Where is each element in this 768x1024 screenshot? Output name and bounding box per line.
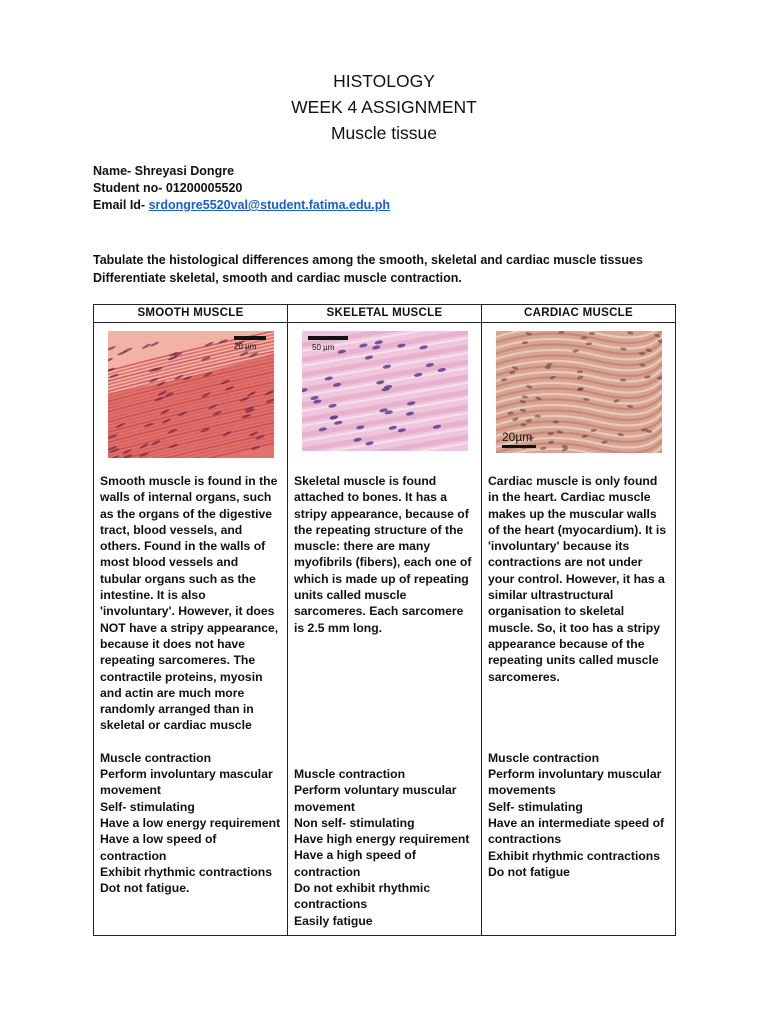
list-item: Have a low speed of contraction bbox=[100, 832, 217, 863]
list-item: Exhibit rhythmic contractions bbox=[488, 848, 661, 863]
student-info bbox=[93, 163, 390, 214]
list-item: Exhibit rhythmic contractions bbox=[100, 864, 273, 879]
table-header-row bbox=[94, 305, 676, 323]
task-line-1: Tabulate the histological differences among the smooth, skeletal and cardiac muscle tissues bbox=[93, 253, 643, 267]
scale-label: 50 µm bbox=[311, 343, 334, 352]
task-line-2: Differentiate skeletal, smooth and cardiac muscle contraction. bbox=[93, 271, 462, 285]
skeletal-muscle-micrograph bbox=[302, 331, 468, 458]
list-item: Dot not fatigue. bbox=[100, 881, 190, 896]
list-item: Have a low energy requirement bbox=[100, 815, 281, 830]
list-item: Do not exhibit rhythmic contractions bbox=[294, 881, 431, 912]
column-heading-smooth: SMOOTH MUSCLE bbox=[94, 305, 288, 323]
list-item: Self- stimulating bbox=[100, 799, 195, 814]
smooth-muscle-micrograph bbox=[108, 331, 274, 458]
student-email-line bbox=[93, 197, 390, 214]
list-item: Perform involuntary mascular movement bbox=[100, 767, 273, 798]
list-item: Muscle contraction bbox=[100, 750, 212, 765]
skeletal-muscle-description: Skeletal muscle is found attached to bones. It has a stripy appearance, because of the repeating structure of the muscle: there are many myofibrils (fibers), each one of which is made up of repeating units called muscle sarcomeres. Each sarcomere is 2.5 mm long. bbox=[294, 474, 472, 635]
list-item: Muscle contraction bbox=[488, 750, 600, 765]
list-item: Perform involuntary muscular movements bbox=[488, 767, 662, 798]
cardiac-muscle-cell bbox=[482, 323, 676, 936]
list-item: Have an intermediate speed of contractions bbox=[488, 816, 665, 847]
email-label: Email Id- bbox=[93, 198, 149, 212]
list-item: Non self- stimulating bbox=[294, 815, 415, 830]
table-body-row bbox=[94, 323, 676, 936]
column-heading-skeletal: SKELETAL MUSCLE bbox=[288, 305, 482, 323]
document-topic: Muscle tissue bbox=[330, 123, 437, 143]
list-item: Have a high speed of contraction bbox=[294, 848, 416, 879]
list-item: Easily fatigue bbox=[294, 913, 373, 928]
student-number: Student no- 01200005520 bbox=[93, 181, 243, 195]
list-item: Perform voluntary muscular movement bbox=[294, 783, 457, 814]
muscle-comparison-table bbox=[93, 304, 676, 936]
cardiac-muscle-micrograph bbox=[496, 331, 662, 458]
assignment-task bbox=[93, 251, 643, 287]
scale-bar bbox=[502, 445, 536, 448]
smooth-muscle-cell bbox=[94, 323, 288, 936]
list-item: Have high energy requirement bbox=[294, 832, 470, 847]
list-item: Muscle contraction bbox=[294, 766, 406, 781]
cardiac-muscle-contraction-list bbox=[488, 750, 669, 880]
list-item: Do not fatigue bbox=[488, 864, 570, 879]
document-title: HISTOLOGY bbox=[333, 71, 435, 91]
scale-bar bbox=[308, 336, 348, 340]
skeletal-muscle-cell bbox=[288, 323, 482, 936]
column-heading-cardiac: CARDIAC MUSCLE bbox=[482, 305, 676, 323]
email-link[interactable]: srdongre5520val@student.fatima.edu.ph bbox=[148, 198, 390, 212]
document-subtitle: WEEK 4 ASSIGNMENT bbox=[291, 97, 477, 117]
scale-bar bbox=[234, 336, 266, 340]
student-name: Name- Shreyasi Dongre bbox=[93, 164, 235, 178]
smooth-muscle-description: Smooth muscle is found in the walls of internal organs, such as the organs of the digestive tract, blood vessels, and others. Found in the walls of most blood vessels and tubular organs such as the intestine. It is also 'involuntary'. However, it does NOT have a stripy appearance, because it does not have repeating sarcomeres. The contractile proteins, myosin and actin are much more randomly arranged than in skeletal or cardiac muscle bbox=[100, 474, 279, 733]
cardiac-muscle-description: Cardiac muscle is only found in the heart. Cardiac muscle makes up the muscular walls of the heart (myocardium). It is 'involuntary' because its contractions are not under your control. However, it has a similar ultrastructural organisation to skeletal muscle. So, it too has a stripy appearance because of the repeating units called muscle sarcomeres. bbox=[488, 474, 667, 684]
document-header bbox=[0, 68, 768, 146]
scale-label: 20 µm bbox=[233, 342, 256, 351]
smooth-muscle-contraction-list bbox=[100, 750, 281, 897]
list-item: Self- stimulating bbox=[488, 799, 583, 814]
scale-label: 20µm bbox=[501, 430, 532, 444]
skeletal-muscle-contraction-list bbox=[294, 766, 475, 929]
